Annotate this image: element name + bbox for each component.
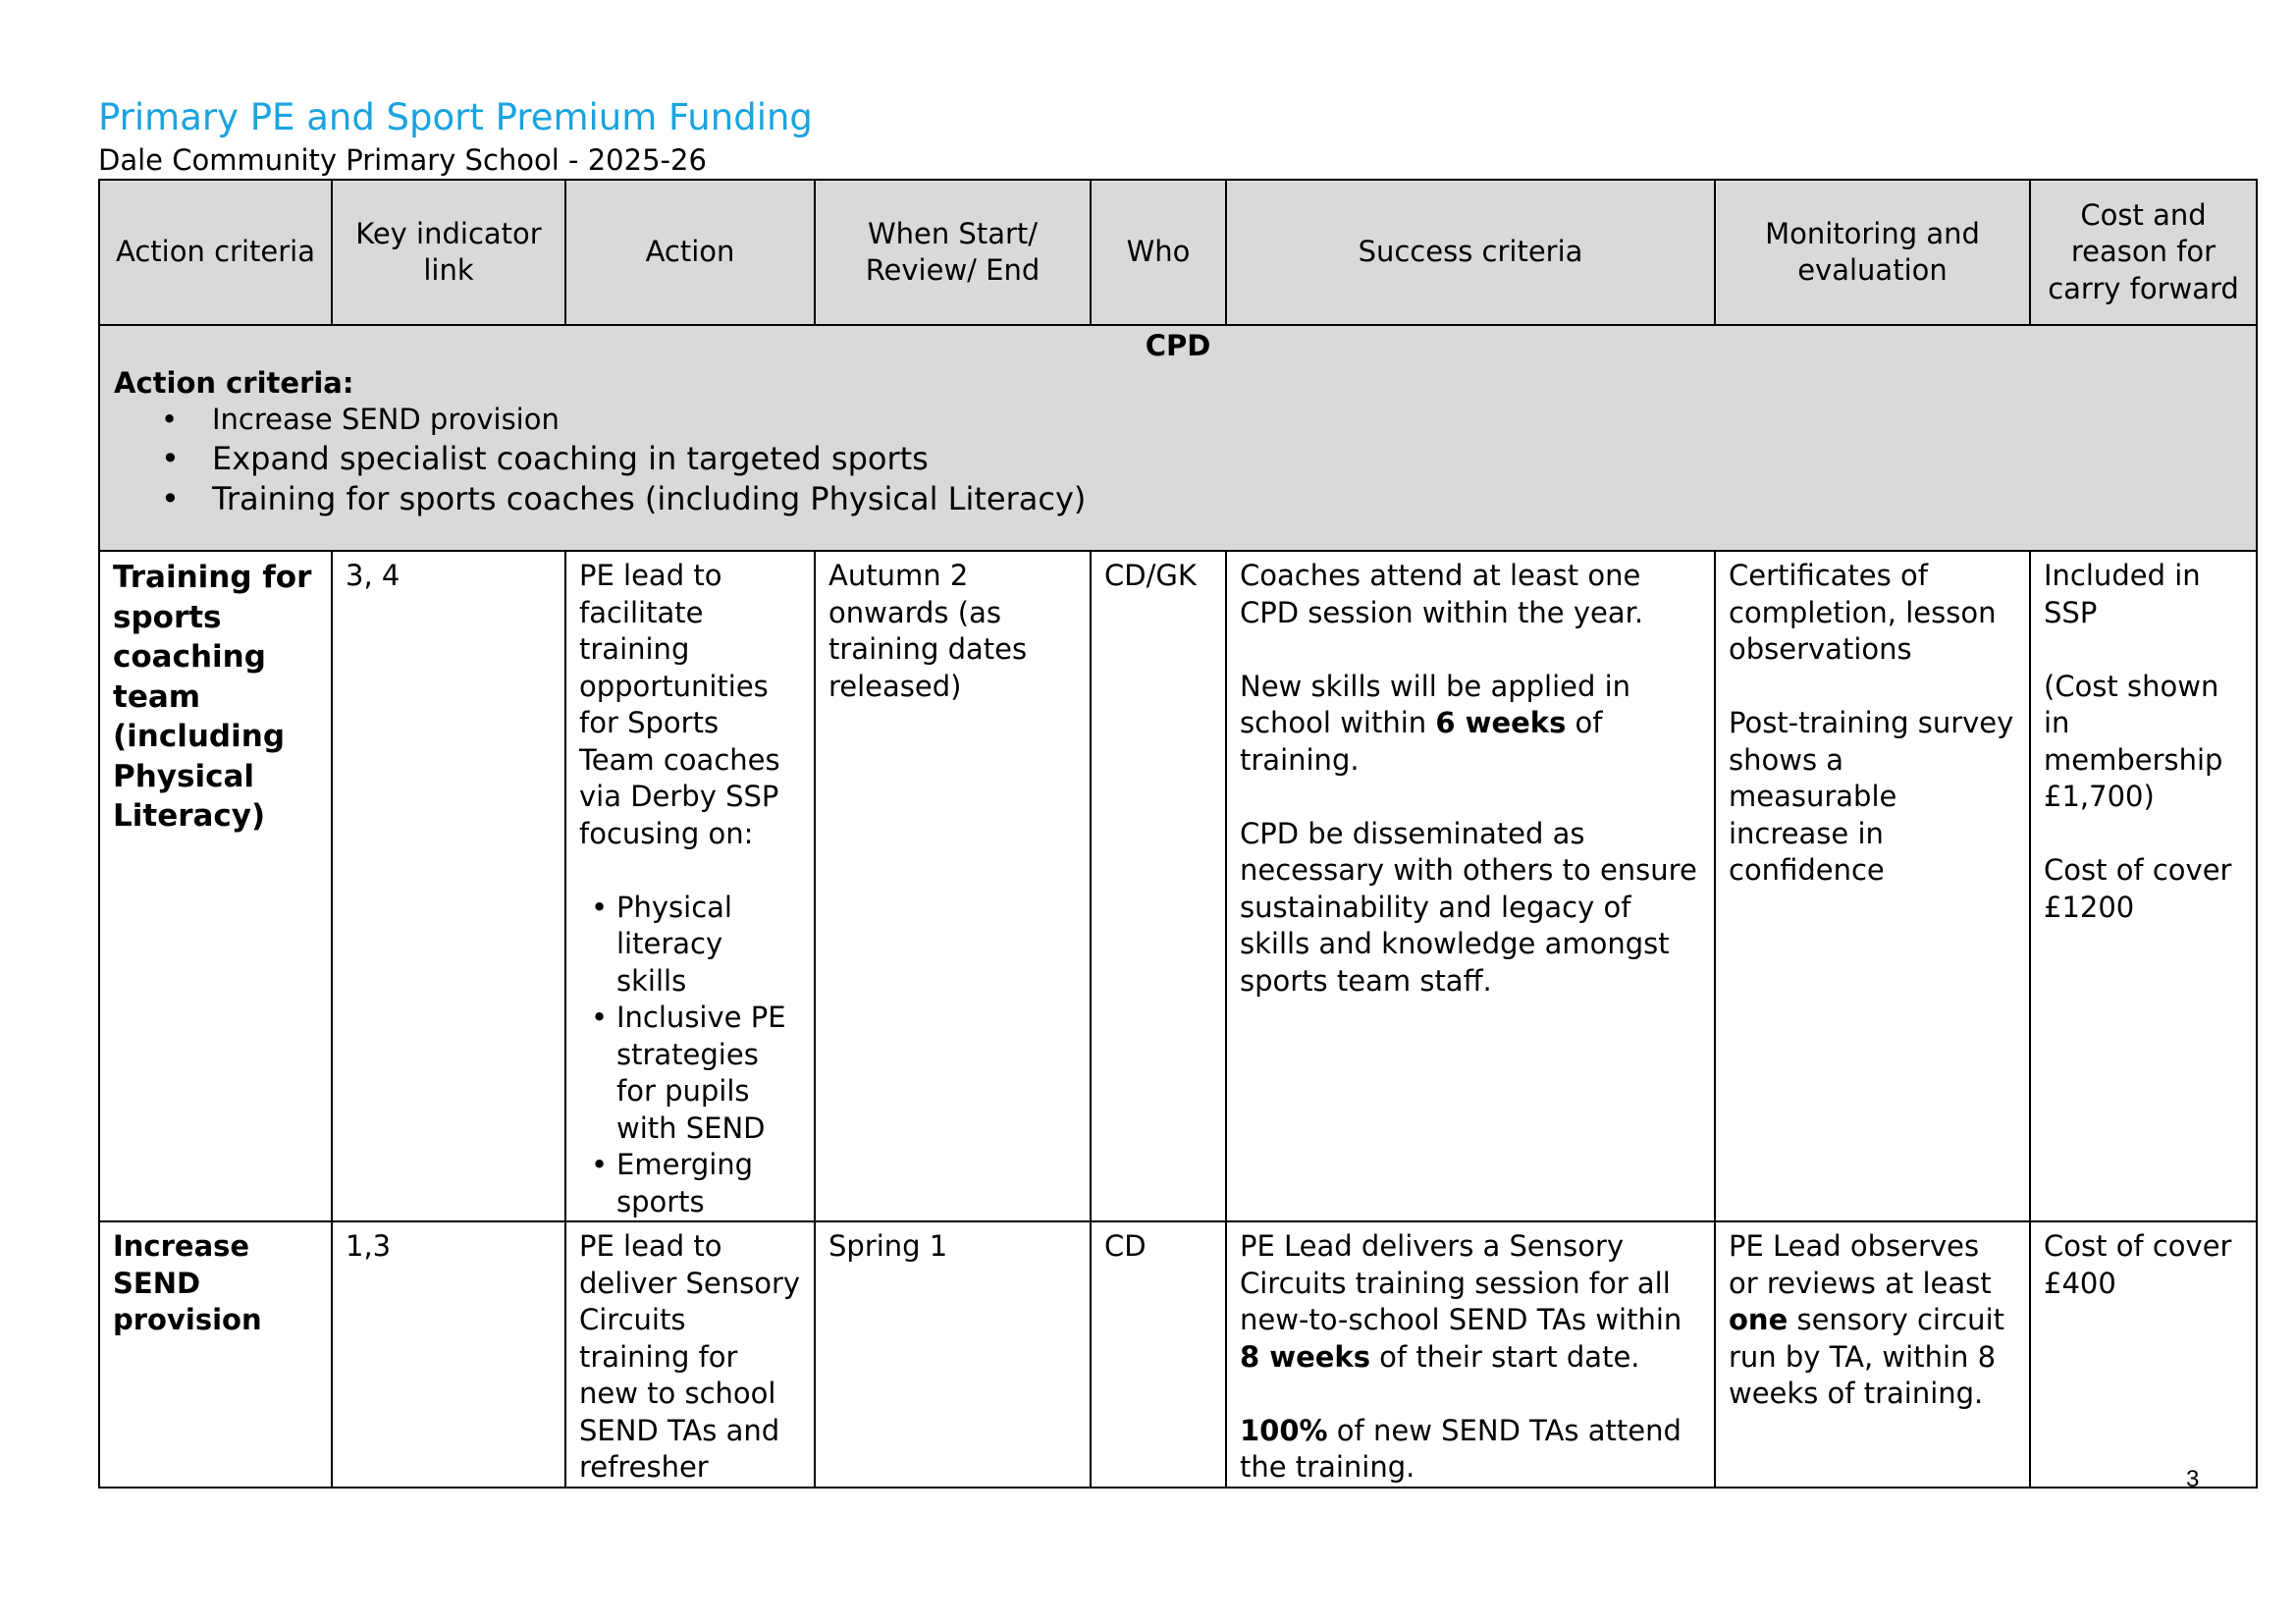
col-header-monitoring: Monitoring and evaluation [1715, 180, 2030, 325]
success-paragraph [1240, 669, 1701, 780]
section-criteria-list [114, 402, 2242, 519]
list-item: • Training for sports coaches (including Physical Literacy) [114, 479, 2242, 519]
success-paragraph [1240, 1228, 1701, 1376]
success-paragraph: Coaches attend at least one CPD session within the year. [1240, 559, 1644, 629]
col-header-success-criteria: Success criteria [1226, 180, 1715, 325]
list-item: • Inclusive PE strategies for pupils with SEND [579, 1000, 801, 1147]
row-criteria-label: Increase SEND provision [113, 1229, 262, 1336]
page-number: 3 [2186, 1466, 2200, 1492]
list-item: • Increase SEND provision [114, 402, 2242, 439]
monitoring-paragraph: Certificates of completion, lesson observations [1729, 559, 1997, 666]
section-cell [99, 325, 2257, 551]
cell-action: PE lead to deliver Sensory Circuits training for new to school SEND TAs and refresher [565, 1221, 815, 1488]
cell-key-indicator: 3, 4 [332, 551, 565, 1221]
monitoring-paragraph: Post-training survey shows a measurable increase in confidence [1729, 706, 2014, 887]
section-row-cpd [99, 325, 2257, 551]
cost-paragraph: Included in SSP [2044, 559, 2201, 629]
cell-who: CD [1091, 1221, 1226, 1488]
text-span: New skills will be applied in school within [1240, 669, 1631, 739]
col-header-cost: Cost and reason for carry forward [2030, 180, 2257, 325]
cell-when: Spring 1 [815, 1221, 1091, 1488]
text-span: of new SEND TAs attend the training. [1240, 1413, 1682, 1484]
cell-when: Autumn 2 onwards (as training dates released) [815, 551, 1091, 1221]
table-row [99, 551, 2257, 1221]
text-span: of training. [1240, 706, 1603, 777]
section-title: CPD [1145, 329, 1211, 362]
emphasis-text: one [1729, 1303, 1789, 1336]
col-header-key-indicator: Key indicator link [332, 180, 565, 325]
cell-cost [2030, 551, 2257, 1221]
list-item: • Physical literacy skills [579, 890, 801, 1001]
cell-cost: Cost of cover £400 [2030, 1221, 2257, 1488]
col-header-action: Action [565, 180, 815, 325]
cost-paragraph: Cost of cover £1200 [2044, 853, 2232, 924]
col-header-when: When Start/ Review/ End [815, 180, 1091, 325]
text-span: of their start date. [1369, 1339, 1640, 1374]
cell-success-criteria [1226, 1221, 1715, 1488]
emphasis-text: 6 weeks [1435, 706, 1567, 739]
cell-action-criteria [99, 1221, 332, 1488]
cell-who: CD/GK [1091, 551, 1226, 1221]
success-paragraph [1240, 1413, 1701, 1487]
table-row [99, 1221, 2257, 1488]
list-item: • Expand specialist coaching in targeted sports [114, 439, 2242, 479]
col-header-who: Who [1091, 180, 1226, 325]
cost-paragraph: (Cost shown in membership £1,700) [2044, 669, 2223, 813]
cell-success-criteria [1226, 551, 1715, 1221]
text-span: sensory circuit run by TA, within 8 weeks of training. [1729, 1303, 2004, 1410]
table-header-row [99, 180, 2257, 325]
action-intro: PE lead to facilitate training opportunities for Sports Team coaches via Derby SSP focusing on: [579, 559, 780, 850]
text-span: PE Lead observes or reviews at least [1729, 1229, 1992, 1300]
school-subtitle: Dale Community Primary School - 2025-26 [98, 143, 707, 177]
emphasis-text: 100% [1240, 1413, 1328, 1447]
text-span: PE Lead delivers a Sensory Circuits training session for all new-to-school SEND TAs within [1240, 1229, 1682, 1336]
cell-monitoring [1715, 551, 2030, 1221]
emphasis-text: 8 weeks [1240, 1339, 1370, 1374]
cell-action-criteria [99, 551, 332, 1221]
list-item: • Emerging sports [579, 1147, 801, 1220]
action-plan-table [98, 179, 2258, 1489]
cell-key-indicator: 1,3 [332, 1221, 565, 1488]
success-paragraph: CPD be disseminated as necessary with others to ensure sustainability and legacy of skills and knowledge amongst sports team staff. [1240, 816, 1697, 998]
cell-monitoring [1715, 1221, 2030, 1488]
section-subheading: Action criteria: [114, 365, 354, 400]
action-focus-list [579, 890, 801, 1221]
cell-action [565, 551, 815, 1221]
row-criteria-label: Training for sports coaching team (including Physical Literacy) [113, 560, 312, 834]
document-title: Primary PE and Sport Premium Funding [98, 96, 813, 138]
col-header-action-criteria: Action criteria [99, 180, 332, 325]
